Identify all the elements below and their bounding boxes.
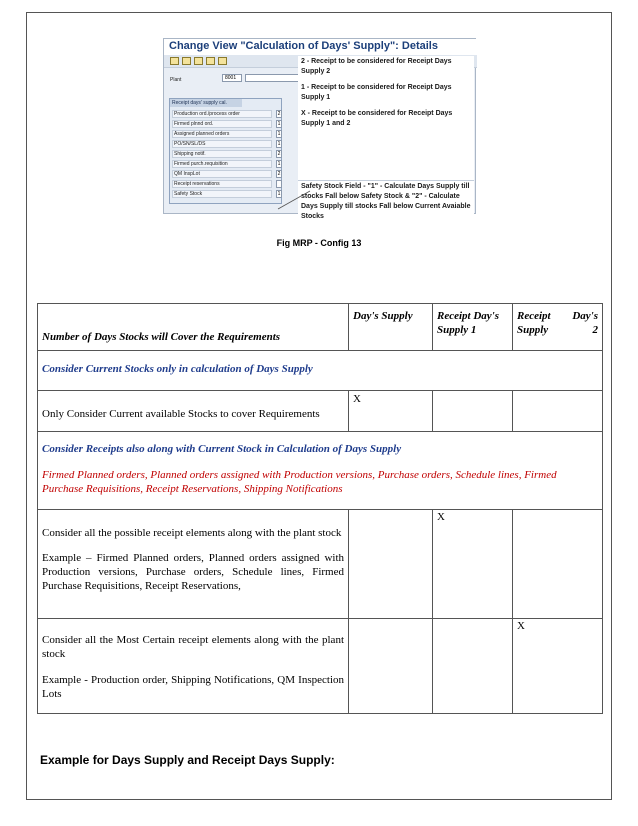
receipt-legend-callout bbox=[298, 56, 474, 180]
section-receipts-title: Consider Receipts also along with Current Stock in Calculation of Days Supply bbox=[42, 443, 402, 455]
empty-cell bbox=[513, 391, 603, 432]
toolbar-save-icon bbox=[182, 57, 191, 65]
receipt-days-supply-group bbox=[169, 98, 282, 204]
header-receipt-supply-2: Receipt Day's Supply 2 bbox=[513, 304, 603, 351]
receipt-supply-2-mark: X bbox=[513, 619, 603, 714]
sap-screenshot-figure bbox=[163, 38, 476, 220]
sap-row bbox=[172, 110, 279, 119]
plant-description-field bbox=[245, 74, 300, 82]
sap-row-value bbox=[276, 180, 282, 188]
callout-line: X - Receipt to be considered for Receipt Days Supply 1 and 2 bbox=[301, 110, 453, 127]
section-row bbox=[38, 432, 603, 510]
sap-row-value: 1 bbox=[277, 161, 281, 167]
table-row bbox=[38, 391, 603, 432]
sap-row-label: QM InspLot bbox=[172, 170, 272, 178]
receipt-supply-1-mark: X bbox=[433, 510, 513, 619]
empty-cell bbox=[349, 510, 433, 619]
sap-row bbox=[172, 130, 279, 139]
figure-caption: Fig MRP - Config 13 bbox=[276, 238, 362, 248]
table-row bbox=[38, 619, 603, 714]
empty-cell bbox=[513, 510, 603, 619]
sap-row-value: 1 bbox=[277, 121, 281, 127]
callout-pointer-line bbox=[276, 189, 312, 211]
section-receipts-note: Firmed Planned orders, Planned orders assigned with Production versions, Purchase orders, Schedule lines, Firmed Purchase Requisitions, Receipt Reservations, Shipping Notifications bbox=[42, 469, 557, 495]
sap-row-value: 1 bbox=[277, 141, 281, 147]
empty-cell bbox=[349, 619, 433, 714]
header-days-supply: Day's Supply bbox=[349, 304, 433, 351]
days-supply-mark: X bbox=[349, 391, 433, 432]
sap-row-value: 2 bbox=[277, 111, 281, 117]
row-description: Consider all the possible receipt elements along with the plant stock bbox=[42, 527, 342, 539]
sap-window-title: Change View "Calculation of Days' Supply": Details bbox=[164, 39, 477, 55]
sap-row-label: Firmed purch.requisition bbox=[172, 160, 272, 168]
sap-row-value: 1 bbox=[277, 131, 281, 137]
sap-row bbox=[172, 150, 279, 159]
sap-row-label: Production ord./process order bbox=[172, 110, 272, 118]
example-heading: Example for Days Supply and Receipt Days Supply: bbox=[40, 753, 335, 767]
header-receipt-supply-1: Receipt Day's Supply 1 bbox=[433, 304, 513, 351]
plant-label: Plant bbox=[170, 77, 182, 83]
toolbar-copy-icon bbox=[194, 57, 203, 65]
toolbar-delete-icon bbox=[206, 57, 215, 65]
section-receipts bbox=[38, 432, 603, 510]
group-title: Receipt days' supply cal. bbox=[170, 99, 242, 107]
sap-row bbox=[172, 190, 279, 199]
row-example: Example – Firmed Planned orders, Planned orders assigned with Production versions, Purchase orders, Schedule lines, Firmed Purchase Requisitions, Receipt Reservations, bbox=[42, 552, 344, 592]
sap-row-label: Receipt reservations bbox=[172, 180, 272, 188]
sap-row-label: Safety Stock bbox=[172, 190, 272, 198]
sap-row-label: Firmed plnnd ord. bbox=[172, 120, 272, 128]
sap-row-value: 1 bbox=[277, 191, 281, 197]
row-description: Consider all the Most Certain receipt elements along with the plant stock bbox=[42, 634, 344, 660]
toolbar-pencil-icon bbox=[170, 57, 179, 65]
sap-row bbox=[172, 160, 279, 169]
row-text: Only Consider Current available Stocks to cover Requirements bbox=[38, 391, 349, 432]
row-example: Example - Production order, Shipping Notifications, QM Inspection Lots bbox=[42, 674, 344, 700]
empty-cell bbox=[433, 619, 513, 714]
plant-field: 8001 bbox=[222, 74, 242, 82]
toolbar-print-icon bbox=[218, 57, 227, 65]
days-supply-table bbox=[37, 303, 603, 714]
table-header-row bbox=[38, 304, 603, 351]
sap-row-label: Shipping notif. bbox=[172, 150, 272, 158]
section-current-stocks: Consider Current Stocks only in calculation of Days Supply bbox=[38, 351, 603, 391]
sap-row bbox=[172, 120, 279, 129]
sap-row bbox=[172, 180, 279, 189]
row-text bbox=[38, 510, 349, 619]
sap-row-label: PO/SN/SL/DS bbox=[172, 140, 272, 148]
sap-row-label: Assigned planned orders bbox=[172, 130, 272, 138]
sap-row bbox=[172, 140, 279, 149]
sap-row bbox=[172, 170, 279, 179]
empty-cell bbox=[433, 391, 513, 432]
table-row bbox=[38, 510, 603, 619]
section-row bbox=[38, 351, 603, 391]
row-text bbox=[38, 619, 349, 714]
sap-row-value: 2 bbox=[277, 171, 281, 177]
callout-line: 1 - Receipt to be considered for Receipt Days Supply 1 bbox=[301, 84, 452, 101]
sap-row-value: 2 bbox=[277, 151, 281, 157]
safety-stock-callout: Safety Stock Field - "1" - Calculate Days Supply till stocks Fall below Safety Stock & "2" - Calculate Days Supply till stocks Fall below Current Avaiable Stocks bbox=[298, 180, 474, 214]
header-requirement: Number of Days Stocks will Cover the Requirements bbox=[38, 304, 349, 351]
callout-line: 2 - Receipt to be considered for Receipt Days Supply 2 bbox=[301, 58, 452, 75]
